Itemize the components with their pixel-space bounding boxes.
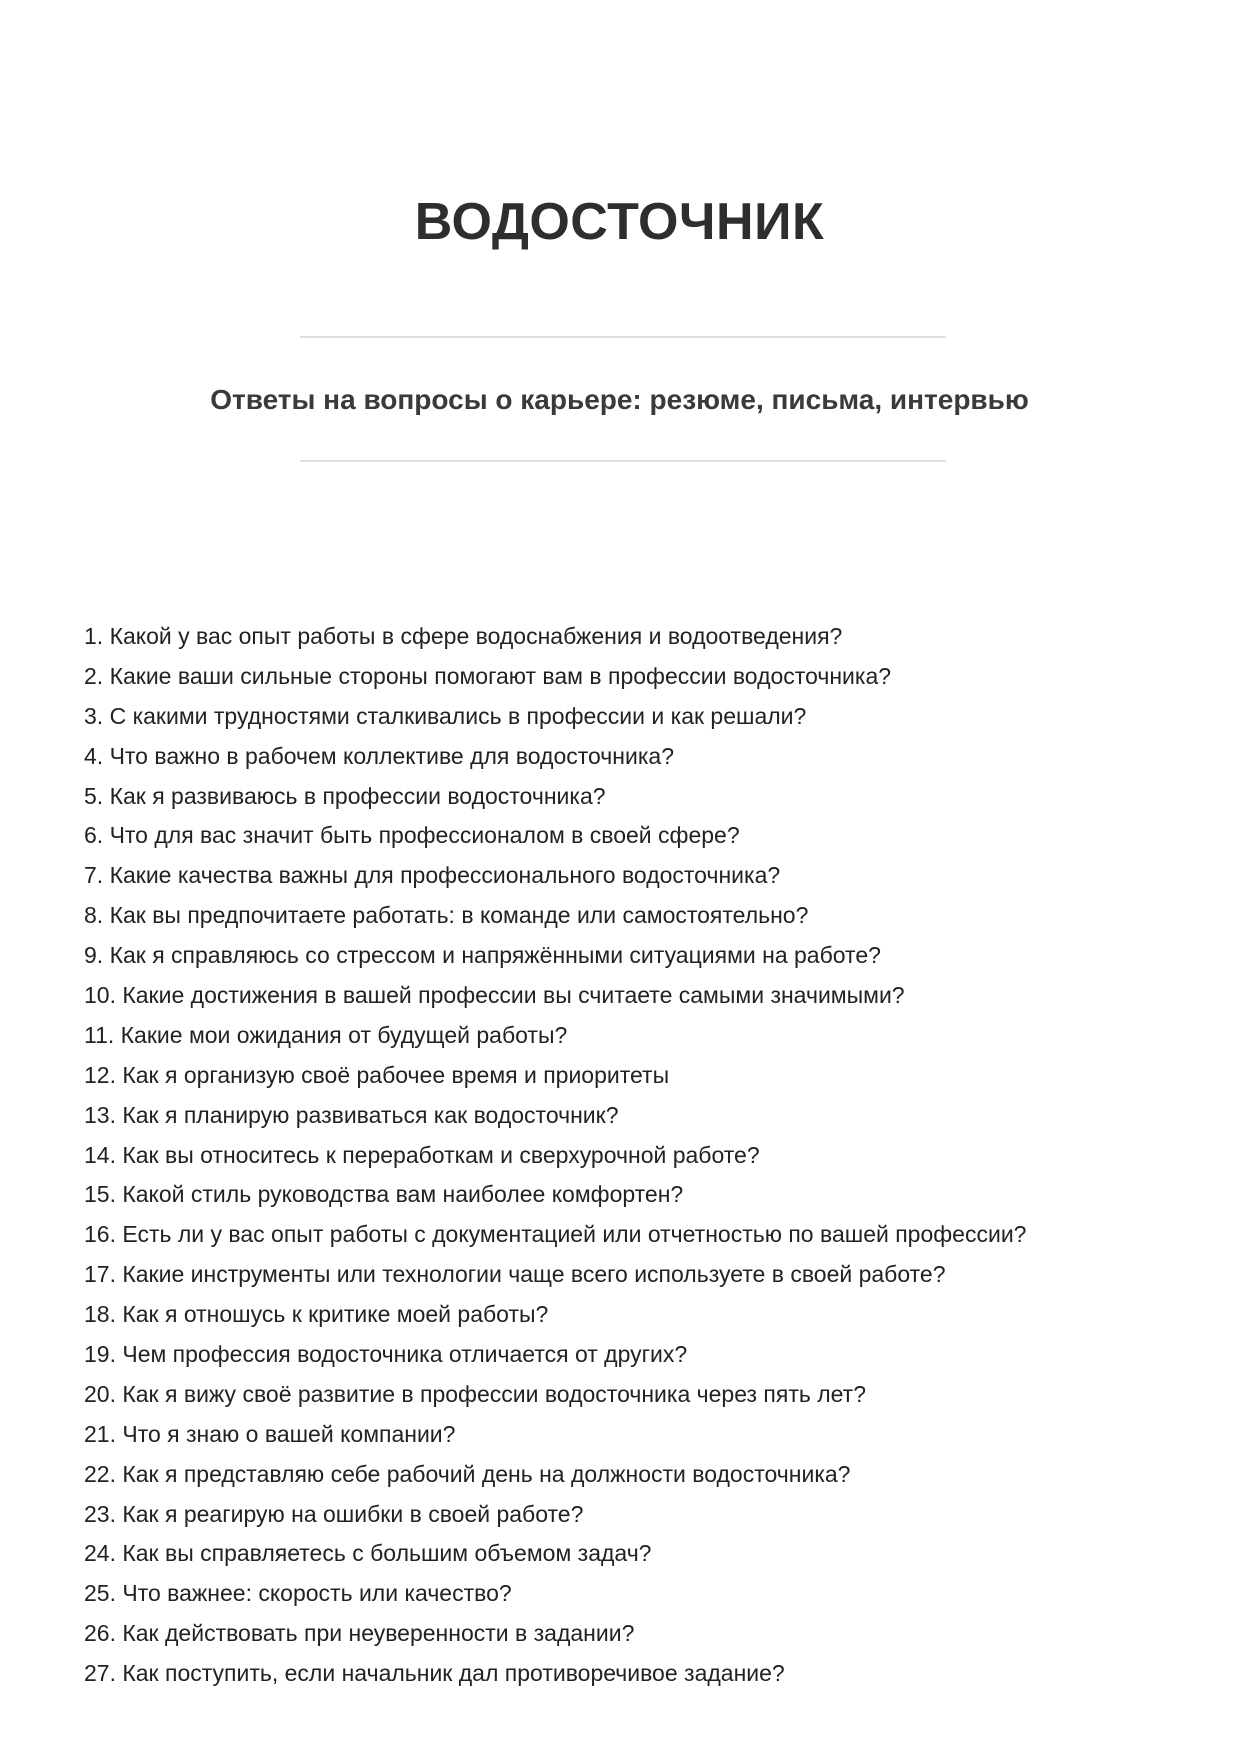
- question-item: 4. Что важно в рабочем коллективе для водосточника?: [84, 742, 674, 769]
- question-item: 13. Как я планирую развиваться как водосточник?: [84, 1101, 619, 1128]
- question-item: 17. Какие инструменты или технологии чаще всего используете в своей работе?: [84, 1261, 946, 1288]
- question-item: 23. Как я реагирую на ошибки в своей работе?: [84, 1500, 584, 1527]
- question-item: 10. Какие достижения в вашей профессии вы считаете самыми значимыми?: [84, 982, 905, 1009]
- question-item: 12. Как я организую своё рабочее время и приоритеты: [84, 1061, 670, 1088]
- questions-list: [84, 620, 1026, 1697]
- question-item: 24. Как вы справляетесь с большим объемом задач?: [84, 1540, 652, 1567]
- question-item: 21. Что я знаю о вашей компании?: [84, 1420, 456, 1447]
- divider-bottom: [300, 460, 946, 462]
- question-item: 25. Что важнее: скорость или качество?: [84, 1580, 512, 1607]
- page-subtitle: Ответы на вопросы о карьере: резюме, письма, интервью: [210, 384, 1029, 415]
- question-item: 26. Как действовать при неуверенности в задании?: [84, 1620, 635, 1647]
- question-item: 11. Какие мои ожидания от будущей работы?: [84, 1021, 568, 1048]
- question-item: 6. Что для вас значит быть профессионалом в своей сфере?: [84, 822, 740, 849]
- question-item: 14. Как вы относитесь к переработкам и сверхурочной работе?: [84, 1141, 760, 1168]
- question-item: 18. Как я отношусь к критике моей работы?: [84, 1301, 549, 1328]
- page-title: ВОДОСТОЧНИК: [414, 193, 825, 251]
- question-item: 15. Какой стиль руководства вам наиболее комфортен?: [84, 1181, 684, 1208]
- question-item: 5. Как я развиваюсь в профессии водосточника?: [84, 782, 606, 809]
- question-item: 9. Как я справляюсь со стрессом и напряжёнными ситуациями на работе?: [84, 942, 881, 969]
- question-item: 2. Какие ваши сильные стороны помогают вам в профессии водосточника?: [84, 662, 892, 689]
- question-item: 27. Как поступить, если начальник дал противоречивое задание?: [84, 1660, 785, 1687]
- question-item: 1. Какой у вас опыт работы в сфере водоснабжения и водоотведения?: [84, 623, 843, 649]
- question-item: 16. Есть ли у вас опыт работы с документацией или отчетностью по вашей профессии?: [84, 1221, 1027, 1248]
- question-item: 22. Как я представляю себе рабочий день на должности водосточника?: [84, 1460, 851, 1487]
- divider-top: [300, 336, 946, 338]
- question-item: 19. Чем профессия водосточника отличается от других?: [84, 1341, 688, 1368]
- question-item: 3. С какими трудностями сталкивались в профессии и как решали?: [84, 702, 807, 729]
- question-item: 7. Какие качества важны для профессионального водосточника?: [84, 862, 781, 889]
- question-item: 8. Как вы предпочитаете работать: в команде или самостоятельно?: [84, 902, 809, 929]
- question-item: 20. Как я вижу своё развитие в профессии водосточника через пять лет?: [84, 1380, 867, 1407]
